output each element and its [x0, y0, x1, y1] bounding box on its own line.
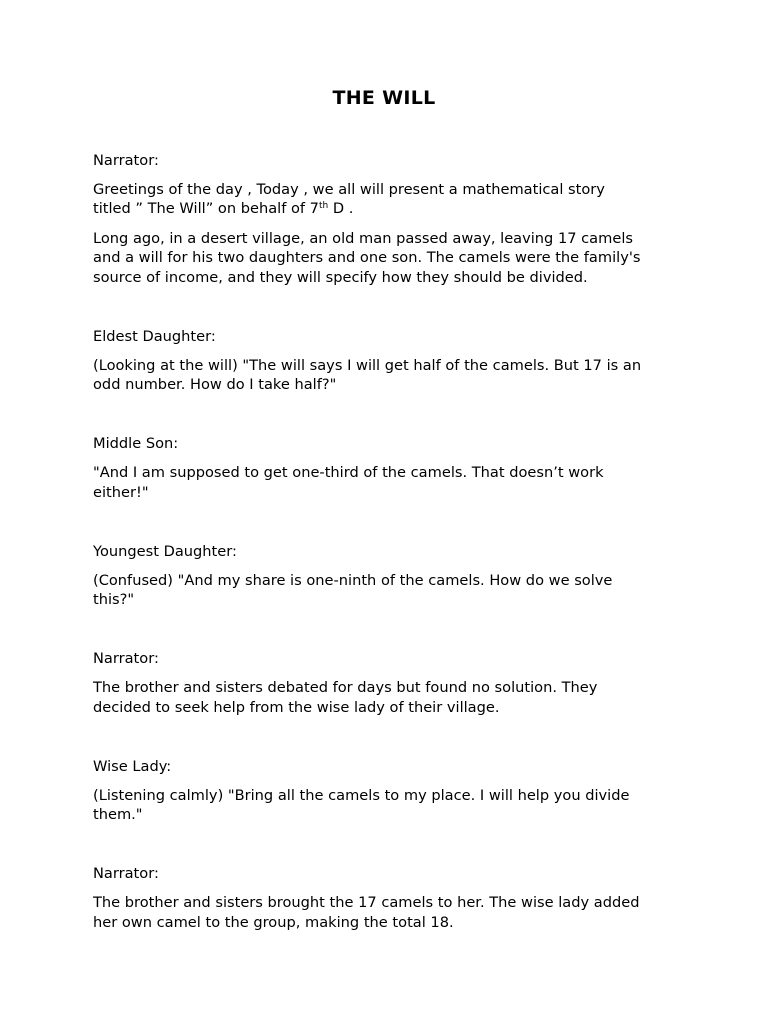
greeting-line: Greetings of the day , Today , we all will present a mathematical story [93, 181, 605, 198]
dialogue-line: either!" [93, 484, 149, 501]
dialogue-line: them." [93, 806, 143, 823]
narration-line: her own camel to the group, making the total 18. [93, 914, 454, 931]
speaker-narrator: Narrator: [93, 865, 159, 882]
story-line: and a will for his two daughters and one son. The camels were the family's [93, 249, 641, 266]
dialogue-line: "And I am supposed to get one-third of the camels. That doesn’t work [93, 464, 604, 481]
speaker-narrator: Narrator: [93, 152, 159, 169]
speaker-narrator: Narrator: [93, 650, 159, 667]
dialogue-line: odd number. How do I take half?" [93, 376, 337, 393]
story-line: Long ago, in a desert village, an old man passed away, leaving 17 camels [93, 230, 633, 247]
narration-line: decided to seek help from the wise lady of their village. [93, 699, 500, 716]
speaker-youngest-daughter: Youngest Daughter: [93, 543, 237, 560]
greeting-text: titled ” The Will” on behalf of 7 [93, 200, 319, 217]
dialogue-line: this?" [93, 591, 135, 608]
narration-line: The brother and sisters debated for days but found no solution. They [93, 679, 598, 696]
story-line: source of income, and they will specify how they should be divided. [93, 269, 588, 286]
ordinal-superscript: th [318, 201, 329, 211]
speaker-eldest-daughter: Eldest Daughter: [93, 328, 216, 345]
class-section: D . [328, 200, 354, 217]
document-title: THE WILL [332, 87, 436, 109]
speaker-wise-lady: Wise Lady: [93, 758, 172, 775]
narration-line: The brother and sisters brought the 17 camels to her. The wise lady added [93, 894, 640, 911]
dialogue-line: (Looking at the will) "The will says I will get half of the camels. But 17 is an [93, 357, 642, 374]
dialogue-line: (Listening calmly) "Bring all the camels to my place. I will help you divide [93, 787, 630, 804]
speaker-middle-son: Middle Son: [93, 435, 179, 452]
dialogue-line: (Confused) "And my share is one-ninth of the camels. How do we solve [93, 572, 613, 589]
greeting-line-2 [93, 199, 693, 219]
